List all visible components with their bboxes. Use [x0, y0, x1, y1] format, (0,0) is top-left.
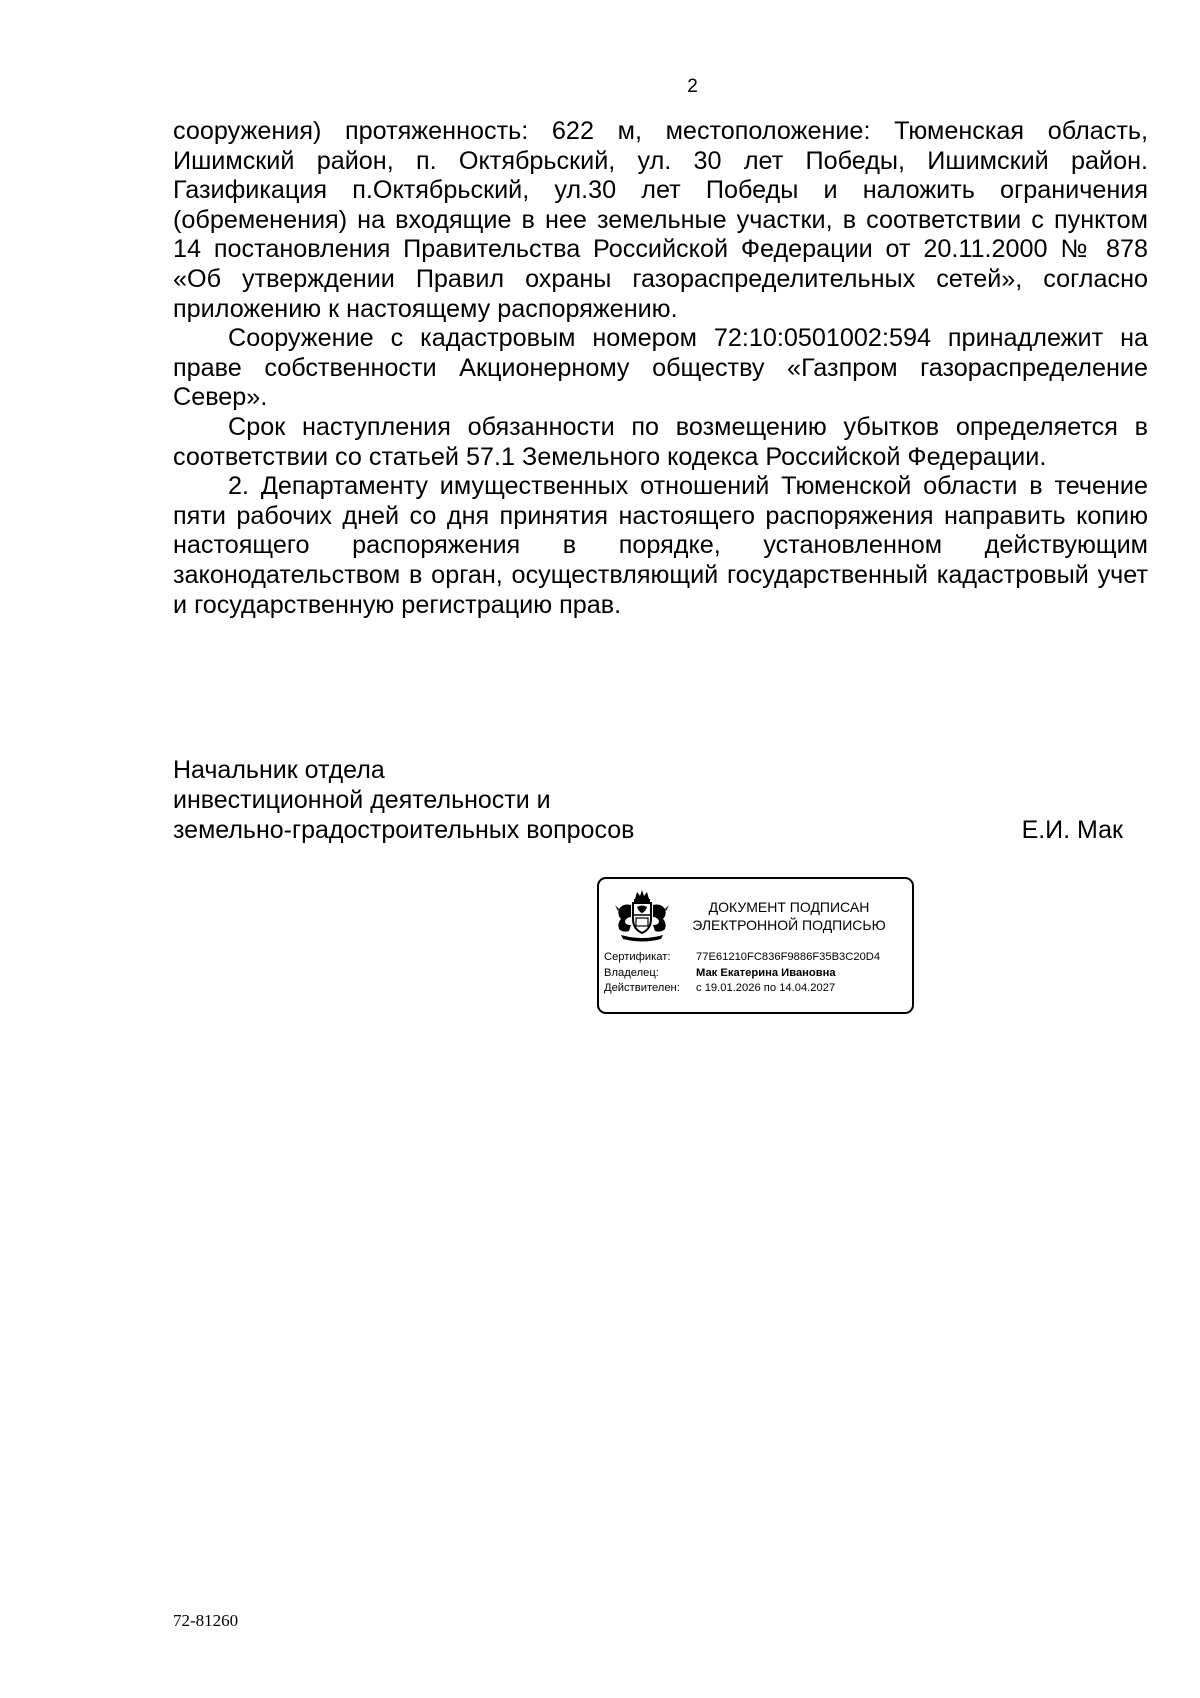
stamp-certificate-row — [604, 950, 910, 966]
stamp-title — [669, 898, 909, 934]
stamp-title-line-1: ДОКУМЕНТ ПОДПИСАН — [708, 899, 870, 915]
owner-value: Мак Екатерина Ивановна — [696, 966, 836, 979]
stamp-validity-row — [604, 981, 910, 997]
document-body — [173, 117, 1148, 620]
signatory-position-line-2: инвестиционной деятельности и — [173, 786, 551, 814]
document-code: 72-81260 — [173, 1611, 239, 1630]
certificate-label: Сертификат: — [604, 951, 671, 963]
page-number: 2 — [687, 76, 698, 97]
stamp-owner-row — [604, 966, 910, 982]
signatory-position-line-1: Начальник отдела — [173, 756, 385, 784]
signatory-name: Е.И. Мак — [1021, 816, 1123, 844]
stamp-details — [604, 950, 910, 997]
signature-block — [173, 755, 1123, 845]
paragraph-4: 2. Департаменту имущественных отношений Тюменской области в течение пяти рабочих дней со дня принятия настоящего распоряжения направить копию настоящего распоряжения в порядке, установленном действующим законодательством в орган, осуществляющий государственный кадастровый учет и государственную регистрацию прав. — [173, 472, 1148, 619]
electronic-signature-stamp — [597, 877, 914, 1014]
stamp-title-line-2: ЭЛЕКТРОННОЙ ПОДПИСЬЮ — [692, 917, 886, 933]
paragraph-2: Сооружение с кадастровым номером 72:10:0501002:594 принадлежит на праве собственности Акционерному обществу «Газпром газораспределение Север». — [173, 324, 1148, 412]
paragraph-3: Срок наступления обязанности по возмещению убытков определяется в соответствии со статьей 57.1 Земельного кодекса Российской Федерации. — [173, 412, 1148, 471]
valid-label: Действителен: — [604, 982, 680, 994]
signatory-line-3 — [173, 815, 1123, 845]
valid-value: с 19.01.2026 по 14.04.2027 — [696, 982, 836, 994]
certificate-value: 77E61210FC836F9886F35B3C20D4 — [696, 951, 881, 963]
signatory-position-line-3: земельно-градостроительных вопросов — [173, 816, 635, 844]
paragraph-1: сооружения) протяженность: 622 м, местоположение: Тюменская область, Ишимский район, п. Октябрьский, ул. 30 лет Победы, Ишимский район. Газификация п.Октябрьский, ул.30 лет Победы и наложить ограничения (обременения) на входящие в нее земельные участки, в соответствии с пунктом 14 постановления Правительства Российской Федерации от 20.11.2000 № 878 «Об утверждении Правил охраны газораспределительных сетей», согласно приложению к настоящему распоряжению. — [173, 117, 1148, 323]
owner-label: Владелец: — [604, 966, 659, 979]
coat-of-arms-icon — [609, 887, 675, 943]
